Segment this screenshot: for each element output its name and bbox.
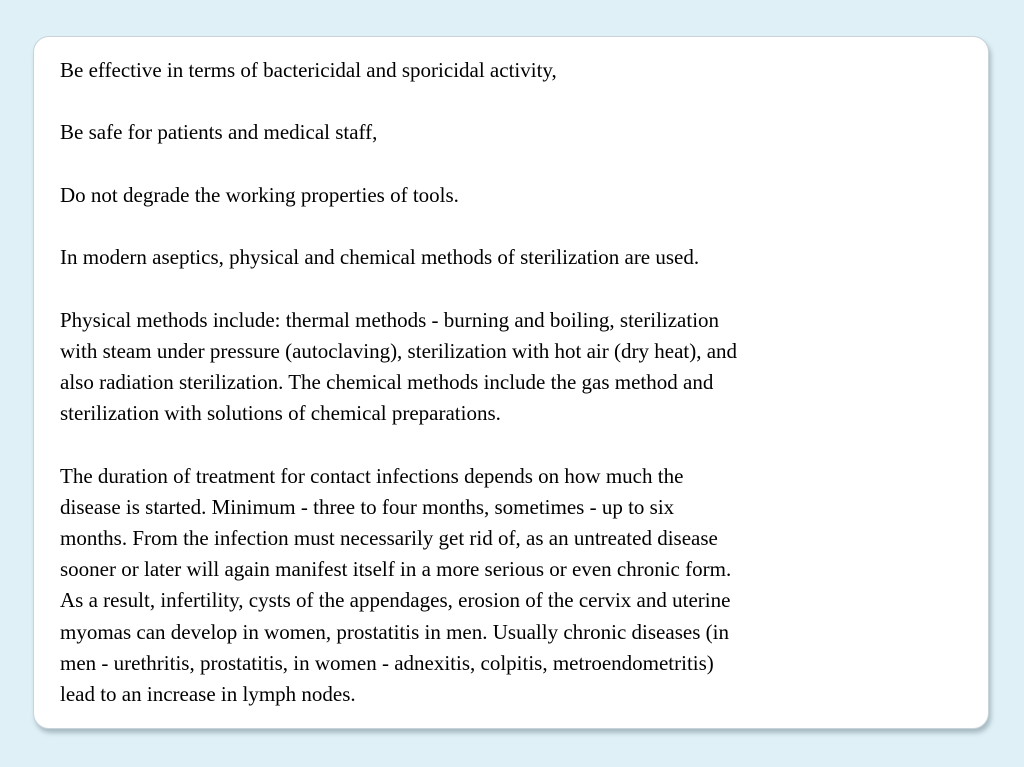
text-line: Be effective in terms of bactericidal and sporicidal activity, — [60, 58, 557, 82]
paragraph-treatment-duration — [60, 461, 920, 711]
text-line: sterilization with solutions of chemical preparations. — [60, 401, 501, 426]
paragraph-tools — [60, 180, 920, 211]
paragraph-physical-methods — [60, 305, 920, 430]
text-line: myomas can develop in women, prostatitis in men. Usually chronic diseases (in — [60, 619, 729, 644]
paragraph-safety — [60, 117, 920, 148]
paragraph-bactericidal — [60, 55, 920, 86]
text-line: lead to an increase in lymph nodes. — [60, 681, 356, 706]
text-line: In modern aseptics, physical and chemical methods of sterilization are used. — [60, 245, 700, 270]
text-line: disease is started. Minimum - three to four months, sometimes - up to six — [60, 494, 675, 519]
text-line: men - urethritis, prostatitis, in women - adnexitis, colpitis, metroendometritis) — [60, 650, 714, 675]
text-line: Physical methods include: thermal methods - burning and boiling, sterilization — [60, 307, 720, 332]
text-line: months. From the infection must necessarily get rid of, as an untreated disease — [60, 525, 718, 550]
paragraph-aseptics — [60, 242, 920, 273]
text-line: sooner or later will again manifest itself in a more serious or even chronic form. — [60, 557, 732, 582]
text-line: The duration of treatment for contact infections depends on how much the — [60, 463, 684, 488]
text-line: Be safe for patients and medical staff, — [60, 120, 378, 145]
text-line: As a result, infertility, cysts of the appendages, erosion of the cervix and uterine — [60, 588, 731, 613]
text-line: also radiation sterilization. The chemical methods include the gas method and — [60, 369, 714, 394]
slide-text-body — [60, 55, 920, 710]
text-line: with steam under pressure (autoclaving), sterilization with hot air (dry heat), and — [60, 338, 738, 363]
text-line: Do not degrade the working properties of tools. — [60, 182, 459, 207]
